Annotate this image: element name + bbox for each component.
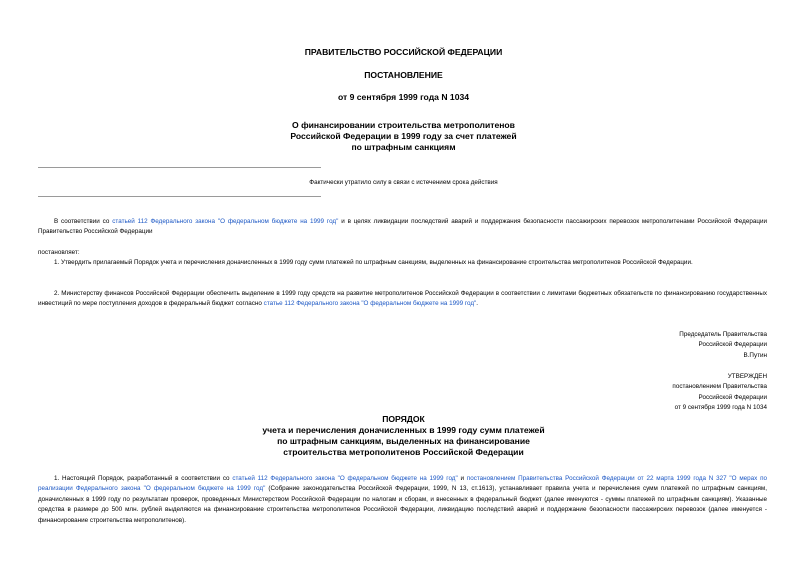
- approval-line-2: постановлением Правительства: [672, 383, 767, 391]
- approval-line-3: Российской Федерации: [698, 393, 767, 401]
- approval-line-1: УТВЕРЖДЕН: [727, 373, 767, 380]
- signature-line-2: Российской Федерации: [698, 341, 767, 349]
- title-line-2: Российской Федерации в 1999 году за счет платежей: [290, 131, 517, 141]
- law-article-112-link-3[interactable]: статьей 112 Федерального закона "О федеральном бюджете на 1999 год": [232, 475, 458, 482]
- decree-item-1: 1. Утвердить прилагаемый Порядок учета и перечисления доначисленных в 1999 году сумм платежей по штрафным санкциям, выделенных на финансирование строительства метрополитенов Российской Федерации.: [54, 259, 693, 266]
- approval-line-4: от 9 сентября 1999 года N 1034: [674, 404, 767, 412]
- signature-line-1: Председатель Правительства: [679, 331, 767, 338]
- law-article-112-link-2[interactable]: статье 112 Федерального закона "О федеральном бюджете на 1999 год": [263, 300, 477, 308]
- procedure-point-1: 1. Настоящий Порядок, разработанный в соответствии со статьей 112 Федерального закона "О федеральном бюджете на 1999 год" и постановлением Правительства Российской Федерации от 22 марта 1999 года N 327 "О мерах по реализации Федерального закона "О федеральном бюджете на 1999 год" (Собрание законодательства Российской Федерации, 1999, N 13, ст.1613), устанавливает правила учета и перечисления сумм платежей по штрафным санкциям, доначисленных в 1999 году по результатам проверок, проведенных Министерством Российской Федерации по налогам и сборам, и внесенных в федеральный бюджет (далее именуются - суммы платежей по штрафным санкциям). Указанные средства в размере до 500 млн. рублей выделяются на финансирование строительства метрополитенов Российской Федерации, ликвидацию последствий аварий и поддержание безопасности пассажирских перевозок (далее именуется - финансирование строительства метрополитенов).: [38, 475, 767, 524]
- government-heading: ПРАВИТЕЛЬСТВО РОССИЙСКОЙ ФЕДЕРАЦИИ: [304, 47, 503, 57]
- preamble-paragraph: В соответствии со статьей 112 Федерального закона "О федеральном бюджете на 1999 год" и в целях ликвидации последствий аварий и поддержания безопасности пассажирских перевозок метрополитенами Российской Федерации Правительство Российской Федерации: [38, 218, 767, 236]
- signature-line-3: В.Путин: [743, 351, 767, 359]
- divider-bottom: [38, 196, 321, 197]
- decree-item-2: 2. Министерству финансов Российской Федерации обеспечить выделение в 1999 году средств на развитие метрополитенов Российской Федерации в соответствии с лимитами бюджетных обязательств по финансированию государственных инвестиций по мере поступления доходов в федеральный бюджет согласно статье 112 Федерального закона "О федеральном бюджете на 1999 год".: [38, 290, 767, 308]
- government-decree-327-link[interactable]: постановлением Правительства Российской Федерации от 22 марта 1999 года N 327 "О мерах по реализации Федерального закона "О федеральном бюджете на 1999 год": [38, 475, 767, 493]
- procedure-line-1: учета и перечисления доначисленных в 1999 году сумм платежей: [262, 425, 545, 435]
- procedure-line-3: строительства метрополитенов Российской Федерации: [283, 447, 524, 457]
- status-note: Фактически утратило силу в связи с истечением срока действия: [309, 179, 498, 186]
- procedure-heading: ПОРЯДОК: [382, 414, 425, 424]
- approval-block: [440, 372, 767, 414]
- title-line-1: О финансировании строительства метрополитенов: [292, 120, 515, 130]
- title-line-3: по штрафным санкциям: [351, 142, 456, 152]
- decree-word: постановляет:: [38, 249, 80, 256]
- law-article-112-link[interactable]: статьей 112 Федерального закона "О федеральном бюджете на 1999 год": [112, 218, 339, 225]
- signature-block: [440, 330, 767, 361]
- procedure-heading-block: [0, 414, 807, 458]
- divider-top: [38, 167, 321, 168]
- document-type: ПОСТАНОВЛЕНИЕ: [364, 70, 443, 80]
- document-title: [0, 120, 807, 153]
- procedure-line-2: по штрафным санкциям, выделенных на финансирование: [277, 436, 530, 446]
- document-date-number: от 9 сентября 1999 года N 1034: [337, 92, 470, 102]
